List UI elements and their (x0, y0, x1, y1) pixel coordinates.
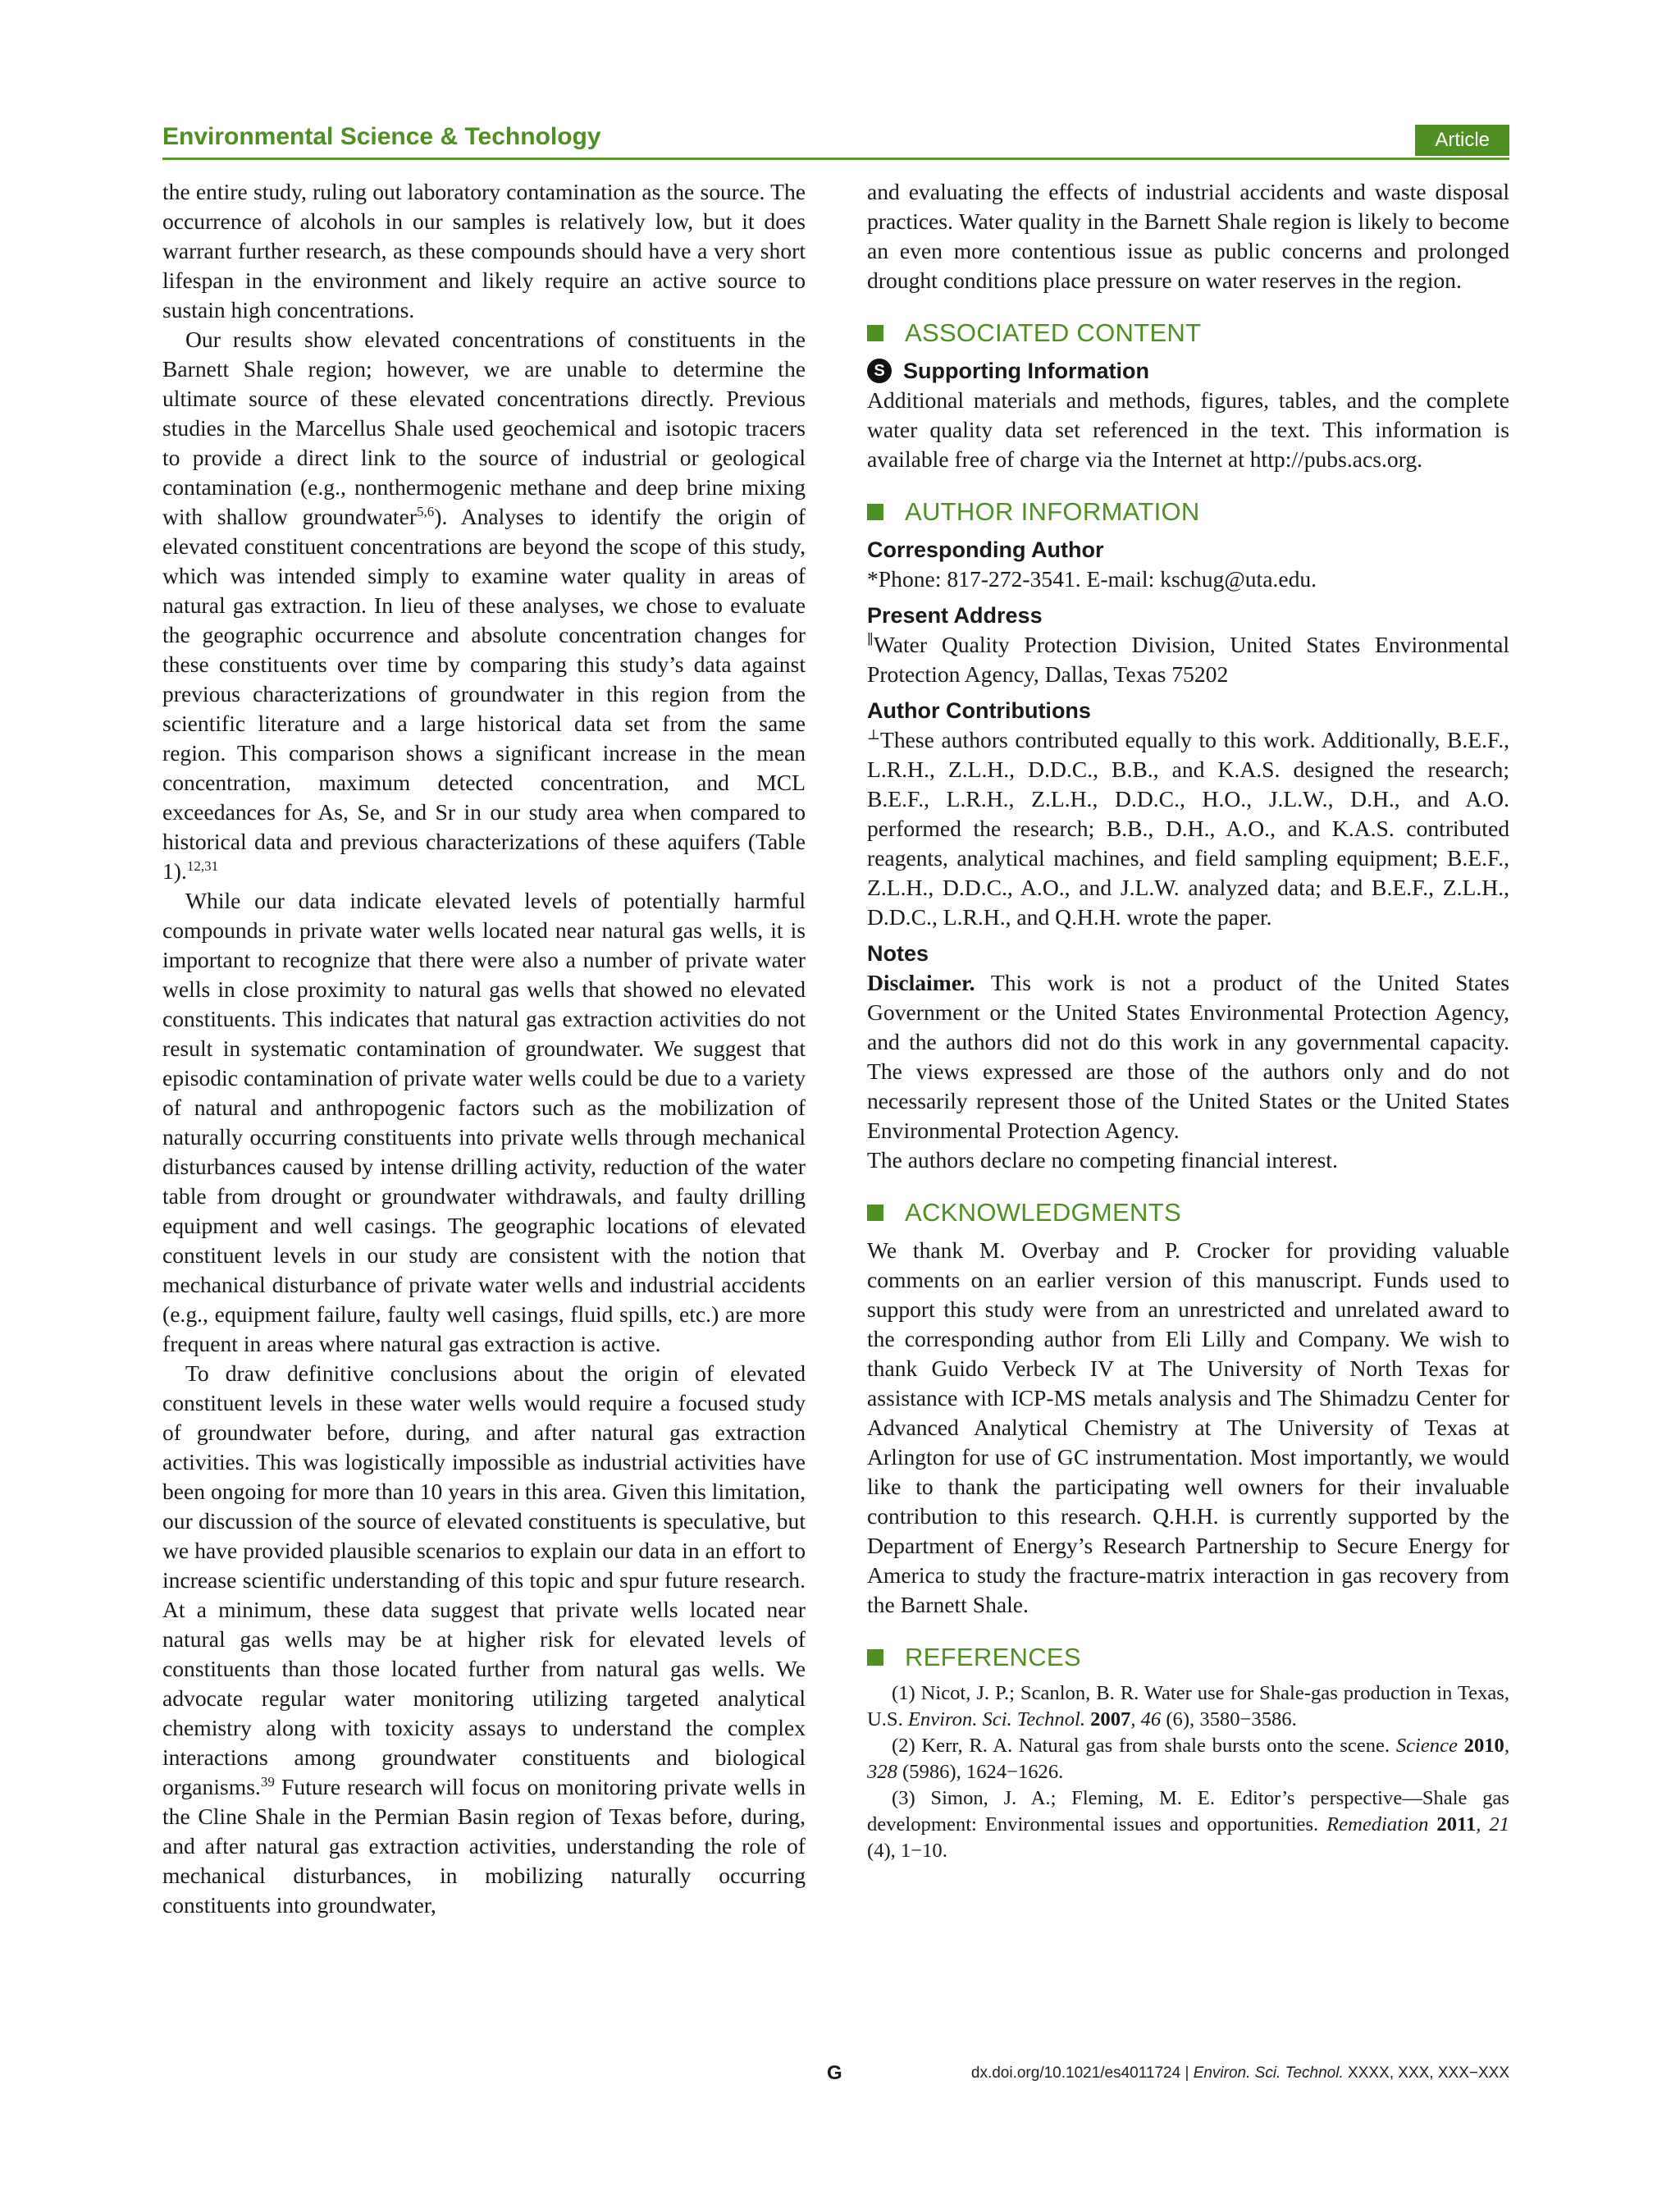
page-number: G (827, 2062, 842, 2084)
paragraph: Our results show elevated concentrations of constituents in the Barnett Shale region; however, we are unable to determine the ultimate source of these elevated concentrations directly. Previous studies in the Marcellus Shale used geochemical and isotopic tracers to provide a direct link to the source of industrial or geological contamination (e.g., nonthermogenic methane and deep brine mixing with shallow groundwater$^{5,6}$). Analyses to identify the origin of elevated constituent concentrations are beyond the scope of this study, which was intended simply to examine water quality in areas of natural gas extraction. In lieu of these analyses, we chose to evaluate the geographic occurrence and absolute concentration changes for these constituents over time by comparing this study’s data against previous characterizations of groundwater in this region from the scientific literature and a large historical data set from the same region. This comparison shows a significant increase in the mean concentration, maximum detected concentration, and MCL exceedances for As, Se, and Sr in our study area when compared to historical data and previous characterizations of these aquifers (Table 1).$^{12,31}$ (162, 327, 806, 884)
citation: 12,31 (186, 857, 219, 874)
doi-link[interactable]: dx.doi.org/10.1021/es4011724 (970, 2064, 1181, 2082)
paragraph: Additional materials and methods, figures, tables, and the complete water quality data set referenced in the text. This information is available free of charge via the Internet at http://pubs.acs.org. (867, 387, 1509, 472)
reference-list (867, 1680, 1509, 1864)
section-square-icon (867, 504, 883, 520)
citation: 39 (260, 1773, 275, 1790)
subheading: Notes (867, 941, 929, 966)
paragraph: ⊥These authors contributed equally to this work. Additionally, B.E.F., L.R.H., Z.L.H., D.D.C., B.B., and K.A.S. designed the research; B.E.F., L.R.H., Z.L.H., D.D.C., H.O., J.L.W., D.H., and A.O. performed the research; B.B., D.H., A.O., and K.A.S. contributed reagents, analytical machines, and field sampling equipment; B.E.F., Z.L.H., D.D.C., A.O., and J.L.W. analyzed data; and B.E.F., Z.L.H., D.D.C., L.R.H., and Q.H.H. wrote the paper. (867, 726, 1509, 930)
reference-item: (3) Simon, J. A.; Fleming, M. E. Editor’s perspective—Shale gas development: Environmental issues and opportunities. Remediation 2011, 21 (4), 1−10. (867, 1787, 1510, 1862)
paragraph: ∥Water Quality Protection Division, United States Environmental Protection Agency, Dallas, Texas 75202 (867, 631, 1509, 687)
supporting-info-heading: S Supporting Information (867, 356, 1509, 386)
subheading: Corresponding Author (867, 537, 1104, 562)
footer-citation: dx.doi.org/10.1021/es4011724 | Environ. Sci. Technol. XXXX, XXX, XXX−XXX (970, 2064, 1509, 2082)
paragraph: We thank M. Overbay and P. Crocker for providing valuable comments on an earlier version of this manuscript. Funds used to support this study were from an unrestricted and unrelated award to the corresponding author from Eli Lilly and Company. We wish to thank Guido Verbeck IV at The University of North Texas for assistance with ICP-MS metals analysis and The Shimadzu Center for Advanced Analytical Chemistry at The University of Texas at Arlington for use of GC instrumentation. Most importantly, we would like to thank the participating well owners for their invaluable contribution to this research. Q.H.H. is currently supported by the Department of Energy’s Research Partnership to Secure Energy for America to study the fracture-matrix interaction in gas recovery from the Barnett Shale. (867, 1237, 1509, 1617)
paragraph: and evaluating the effects of industrial accidents and waste disposal practices. Water quality in the Barnett Shale region is likely to become an even more contentious issue as public concerns and prolonged drought conditions place pressure on water reserves in the region. (867, 179, 1509, 293)
section-heading-associated: ASSOCIATED CONTENT (867, 317, 1509, 350)
paragraph: *Phone: 817-272-3541. E-mail: kschug@uta.edu. (867, 566, 1317, 592)
citation: 5,6 (417, 503, 435, 519)
reference-item: (1) Nicot, J. P.; Scanlon, B. R. Water use for Shale-gas production in Texas, U.S. Environ. Sci. Technol. 2007, 46 (6), 3580−3586. (867, 1682, 1509, 1730)
paragraph: To draw definitive conclusions about the origin of elevated constituent levels in these water wells would require a focused study of groundwater before, during, and after natural gas extraction activities. This was logistically impossible as industrial activities have been ongoing for more than 10 years in this area. Given this limitation, our discussion of the source of elevated constituents is speculative, but we have provided plausible scenarios to explain our data in an effort to increase scientific understanding of this topic and spur future research. At a minimum, these data suggest that private wells located near natural gas wells may be at higher risk for elevated levels of constituents than those located further from natural gas wells. We advocate regular water monitoring utilizing targeted analytical chemistry along with toxicity assays to understand the complex interactions among groundwater constituents and biological organisms.$^{39}$ Future research will focus on monitoring private wells in the Cline Shale in the Permian Basin region of Texas before, during, and after natural gas extraction activities, understanding the role of mechanical disturbances, in mobilizing naturally occurring constituents into groundwater, (162, 1360, 806, 1918)
running-header (162, 121, 1509, 160)
paragraph: The authors declare no competing financial interest. (867, 1147, 1338, 1173)
journal-title: Environmental Science & Technology (162, 123, 601, 150)
section-heading-ack: ACKNOWLEDGMENTS (867, 1196, 1509, 1229)
reference-item: (2) Kerr, R. A. Natural gas from shale bursts onto the scene. Science 2010, 328 (5986), 1624−1626. (867, 1735, 1509, 1783)
paragraph: Disclaimer. This work is not a product of the United States Government or the United States Environmental Protection Agency, and the authors did not do this work in any governmental capacity. The views expressed are those of the authors only and do not necessarily represent those of the United States or the United States Environmental Protection Agency. (867, 970, 1509, 1143)
paragraph: While our data indicate elevated levels of potentially harmful compounds in private water wells located near natural gas wells, it is important to recognize that there were also a number of private water wells in close proximity to natural gas wells that showed no elevated constituents. This indicates that natural gas extraction activities do not result in systematic contamination of groundwater. We suggest that episodic contamination of private water wells could be due to a variety of natural and anthropogenic factors such as the mobilization of naturally occurring constituents into private wells through mechanical disturbances caused by intense drilling activity, reduction of the water table from drought or groundwater withdrawals, and faulty drilling equipment and well casings. The geographic locations of elevated constituent levels in our study are consistent with the notion that mechanical disturbance of private water wells and industrial accidents (e.g., equipment failure, faulty well casings, fluid spills, etc.) are more frequent in areas where natural gas extraction is active. (162, 888, 806, 1356)
section-square-icon (867, 1205, 883, 1221)
section-square-icon (867, 1649, 883, 1666)
article-type-badge: Article (1415, 125, 1509, 156)
paragraph: the entire study, ruling out laboratory contamination as the source. The occurrence of alcohols in our samples is relatively low, but it does warrant further research, as these compounds should have a very short lifespan in the environment and likely require an active source to sustain high concentrations. (162, 179, 806, 322)
left-column (162, 177, 806, 1920)
section-heading-refs: REFERENCES (867, 1641, 1509, 1674)
section-square-icon (867, 325, 883, 341)
supporting-info-icon: S (867, 359, 892, 383)
subheading: Present Address (867, 603, 1043, 628)
subheading: Author Contributions (867, 698, 1091, 723)
section-heading-author: AUTHOR INFORMATION (867, 496, 1509, 528)
right-column (867, 177, 1509, 1864)
